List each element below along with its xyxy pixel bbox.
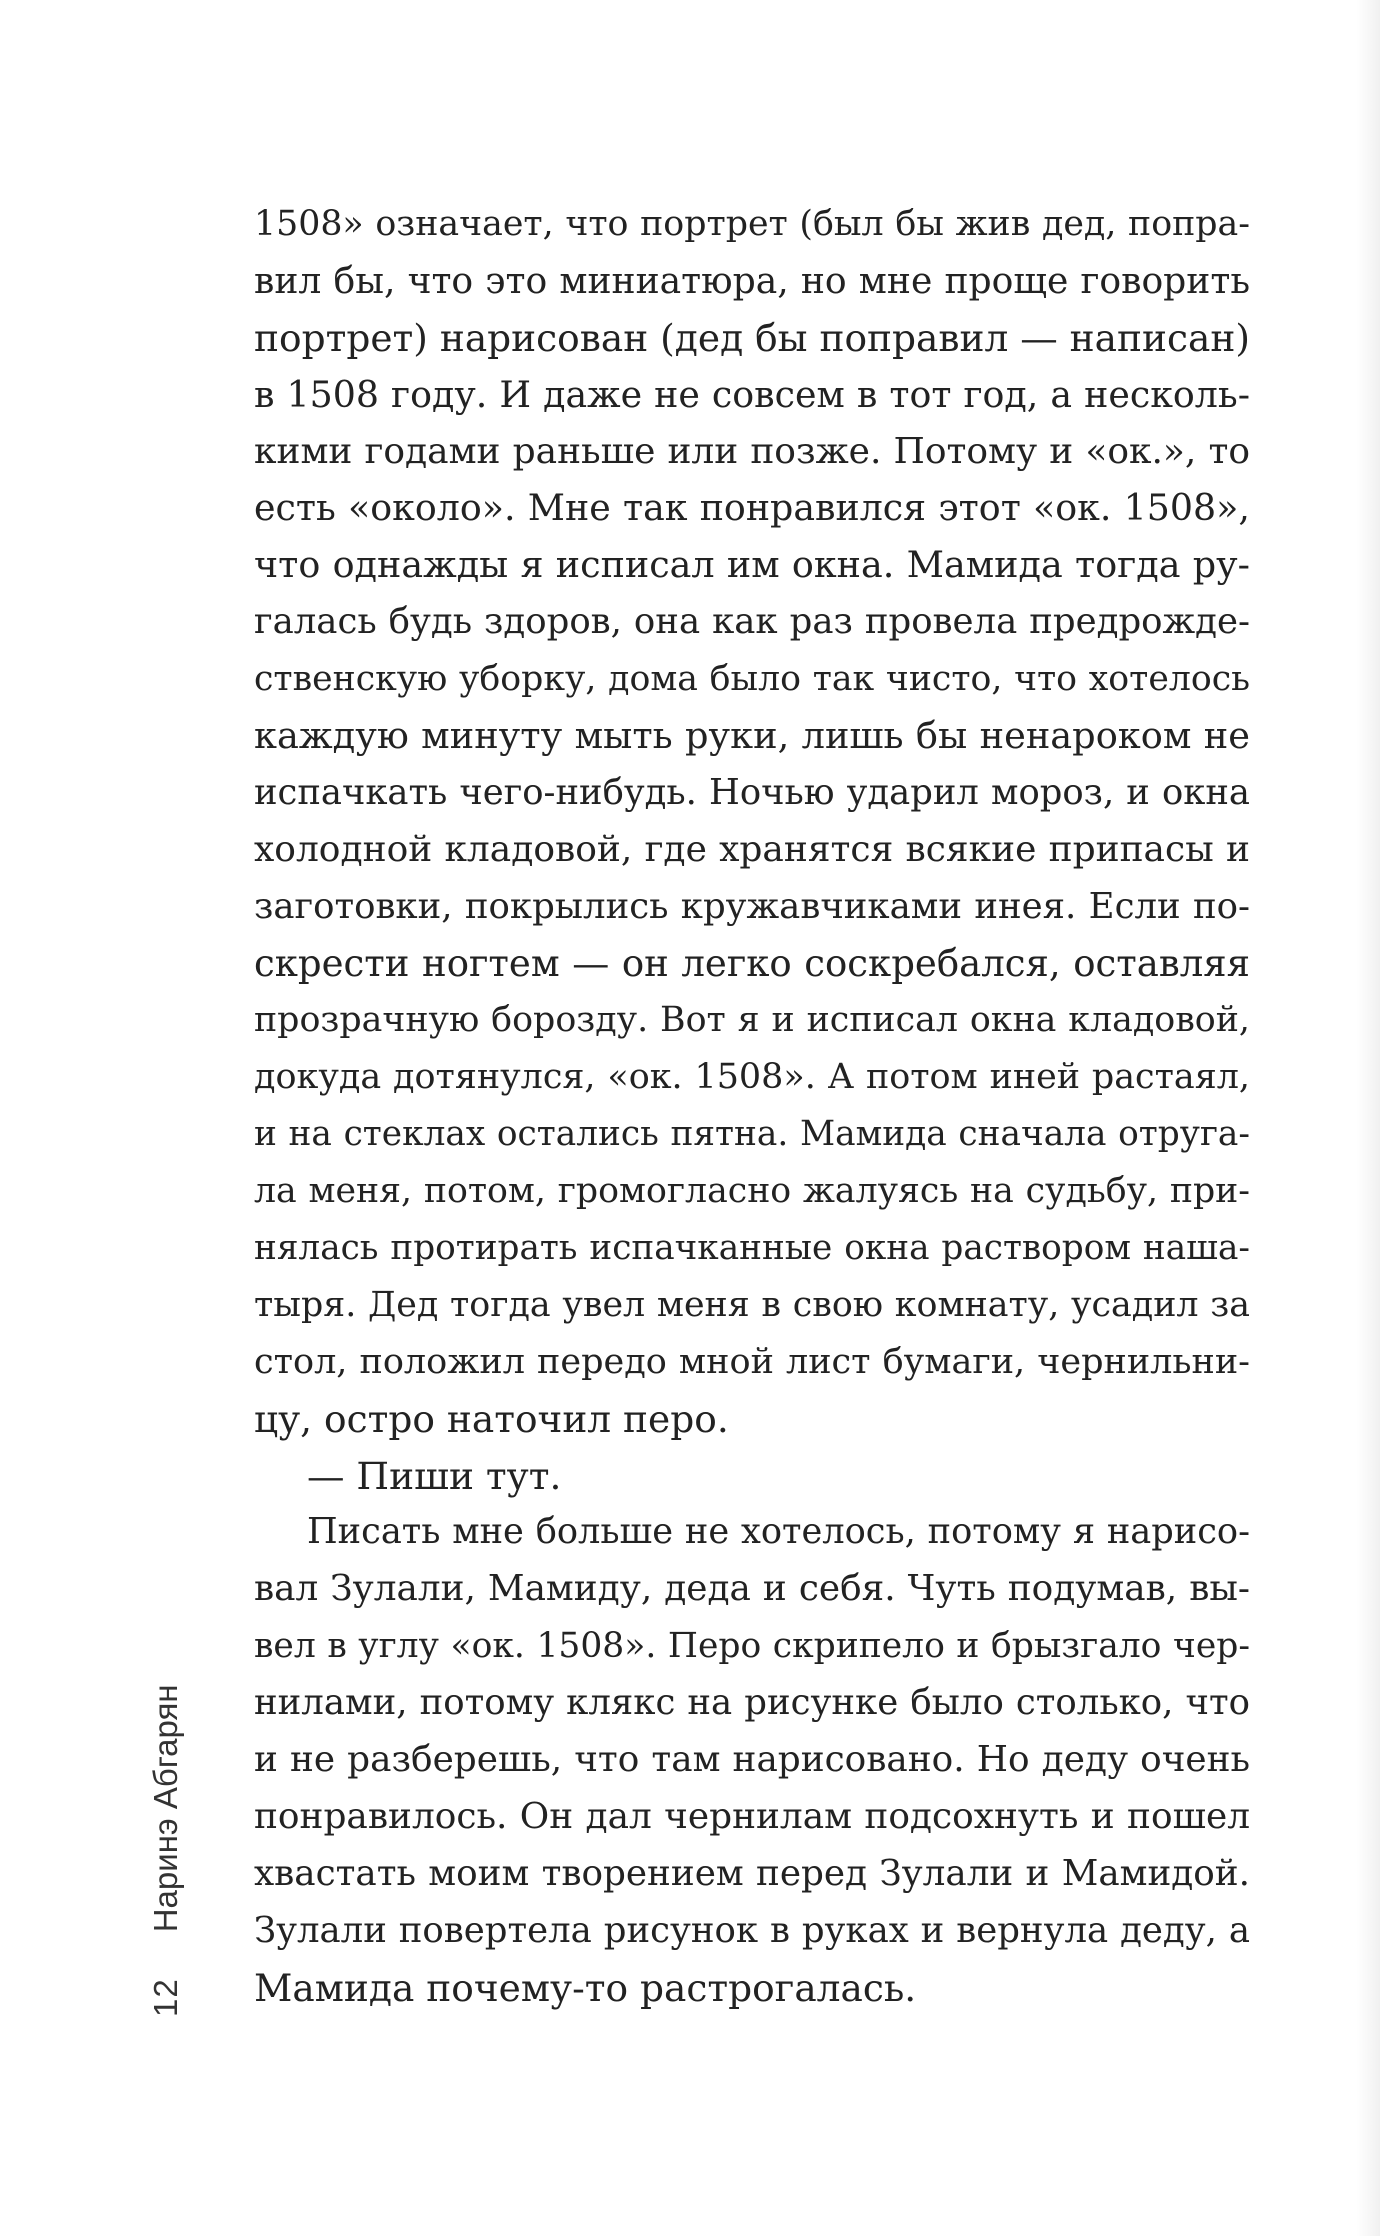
- text-line: галась будь здоров, она как раз провела предрожде-: [254, 601, 1250, 643]
- text-line: стол, положил передо мной лист бумаги, чернильни-: [254, 1340, 1250, 1382]
- page-edge-shadow: [1356, 0, 1380, 2236]
- page-number: 12: [147, 1978, 184, 2017]
- paragraph-first-line: Писать мне больше не хотелось, потому я нарисо-: [307, 1511, 1250, 1553]
- text-line: и не разберешь, что там нарисовано. Но деду очень: [254, 1739, 1250, 1781]
- text-line: портрет) нарисован (дед бы поправил — написан): [254, 315, 1250, 360]
- author-name: Наринэ Абгарян: [147, 1684, 184, 1933]
- text-line: вал Зулали, Мамиду, деда и себя. Чуть подумав, вы-: [254, 1568, 1250, 1610]
- text-line: ственскую уборку, дома было так чисто, что хотелось: [254, 659, 1250, 700]
- text-line: холодной кладовой, где хранятся всякие припасы и: [254, 828, 1250, 870]
- text-line: Зулали повертела рисунок в руках и вернула деду, а: [254, 1909, 1250, 1951]
- text-line: скрести ногтем — он легко соскребался, оставляя: [254, 941, 1250, 985]
- text-line: Мамида почему-то растрогалась.: [254, 1965, 917, 2010]
- text-line: и на стеклах остались пятна. Мамида сначала отруга-: [254, 1114, 1250, 1155]
- text-line: кими годами раньше или позже. Потому и «ок.», то: [254, 430, 1250, 472]
- text-line: испачкать чего-нибудь. Ночью ударил мороз, и окна: [254, 771, 1250, 813]
- text-line: тыря. Дед тогда увел меня в свою комнату, усадил за: [254, 1284, 1250, 1325]
- text-line: нилами, потому клякс на рисунке было столько, что: [254, 1682, 1250, 1724]
- text-line: докуда дотянулся, «ок. 1508». А потом иней растаял,: [254, 1057, 1250, 1098]
- text-line: каждую минуту мыть руки, лишь бы ненароком не: [254, 714, 1250, 758]
- text-line: есть «около». Мне так понравился этот «ок. 1508»,: [254, 486, 1250, 530]
- text-line: хвастать моим творением перед Зулали и Мамидой.: [254, 1852, 1250, 1894]
- text-line: заготовки, покрылись кружавчиками инея. Если по-: [254, 885, 1250, 927]
- running-header: [142, 1597, 190, 2017]
- text-line: вел в углу «ок. 1508». Перо скрипело и брызгало чер-: [254, 1626, 1250, 1667]
- text-line: цу, остро наточил перо.: [254, 1396, 729, 1441]
- body-text: [254, 196, 1250, 2017]
- text-line: прозрачную борозду. Вот я и исписал окна кладовой,: [254, 1000, 1250, 1041]
- dialogue-line: — Пиши тут.: [307, 1453, 562, 1498]
- text-line: понравилось. Он дал чернилам подсохнуть и пошел: [254, 1795, 1250, 1837]
- text-line: 1508» означает, что портрет (был бы жив дед, попра-: [254, 204, 1250, 244]
- text-line: что однажды я исписал им окна. Мамида тогда ру-: [254, 543, 1250, 587]
- text-line: в 1508 году. И даже не совсем в тот год, а несколь-: [254, 372, 1250, 416]
- text-line: ла меня, потом, громогласно жалуясь на судьбу, при-: [254, 1171, 1250, 1212]
- text-line: нялась протирать испачканные окна раствором наша-: [254, 1228, 1250, 1269]
- text-line: вил бы, что это миниатюра, но мне проще говорить: [254, 258, 1250, 302]
